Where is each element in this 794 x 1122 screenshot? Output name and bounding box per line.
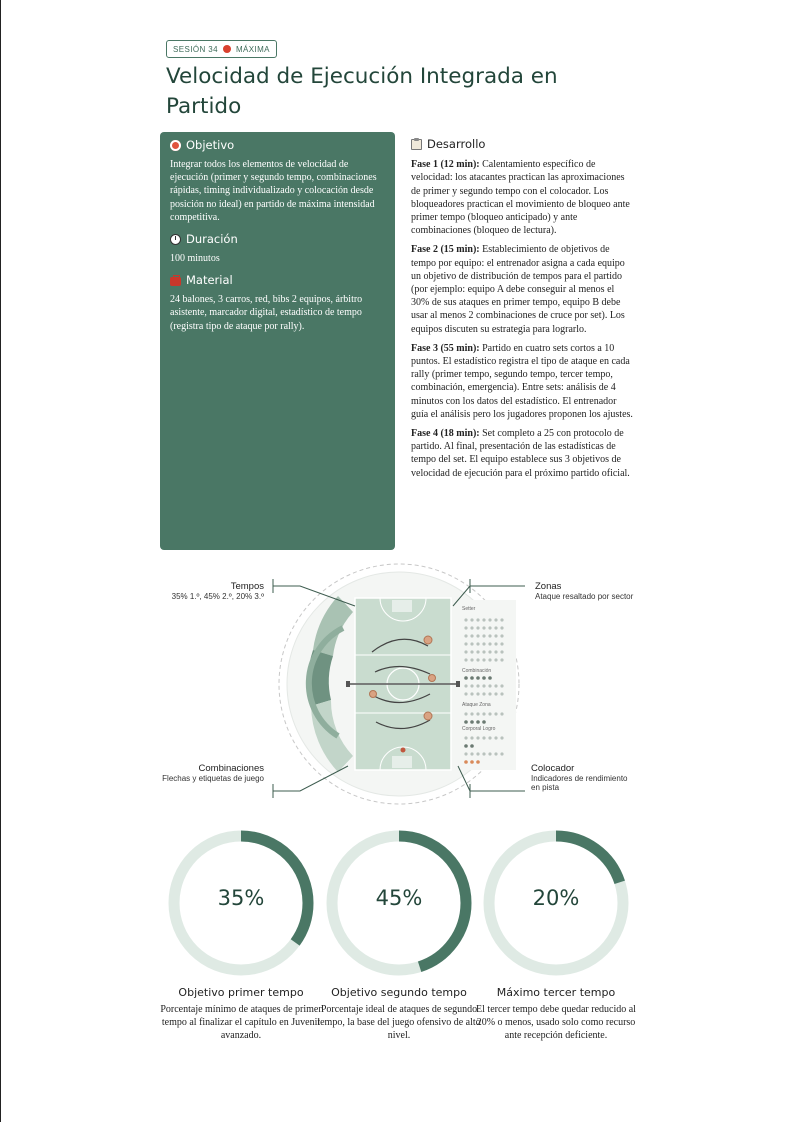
duration-title: Duración — [186, 232, 238, 247]
stat-title: Máximo tercer tempo — [496, 986, 616, 999]
stat-value: 35% — [217, 886, 265, 910]
zonas-subtitle: Ataque resaltado por sector — [535, 592, 634, 601]
phase-2-label: Fase 2 (15 min): — [411, 244, 480, 256]
intensity-dot-icon — [223, 45, 231, 53]
session-label: SESIÓN 34 — [173, 44, 218, 54]
setter-callout — [531, 763, 631, 792]
panel-label-attack-zone: Ataque Zona — [462, 702, 491, 708]
duration-text: 100 minutos — [170, 253, 220, 265]
phase-4-text: Set completo a 25 con protocolo de partido. Al final, presentación de las estadísticas de tempo del set. El equipo establece sus 3 objetivos de velocidad de ejecución para el próximo partido oficial. — [411, 428, 630, 479]
objective-title: Objetivo — [186, 138, 235, 152]
panel-label-combination: Combinación — [462, 668, 492, 674]
combinations-callout — [160, 763, 264, 783]
clipboard-icon — [411, 139, 422, 150]
zonas-title: Zonas — [535, 581, 562, 592]
target-icon — [170, 140, 181, 151]
stat-card — [476, 828, 636, 1041]
zonas-callout — [535, 581, 635, 601]
stat-card — [317, 828, 481, 1041]
stat-title: Objetivo segundo tempo — [331, 986, 467, 999]
phase-3-text: Partido en cuatro sets cortos a 10 puntos. El estadístico registra el tipo de ataque en cada rally (primer tempo, segundo tempo, tercer tempo, combinación, emergencia). Entre sets: análisis de 4 minutos con los datos del estadístico. El entrenador guía el análisis pero los jugadores proponen los ajustes. — [411, 342, 633, 420]
phase-2 — [411, 243, 635, 335]
phase-3 — [411, 342, 635, 421]
stat-value: 45% — [375, 886, 423, 910]
page-title: Velocidad de Ejecución Integrada en Partido — [166, 64, 558, 119]
development-title: Desarrollo — [427, 137, 486, 151]
phase-4-label: Fase 4 (18 min): — [411, 428, 480, 440]
stat-description: Porcentaje ideal de ataques de segundo tempo, la base del juego ofensivo de alto nivel. — [317, 1004, 481, 1041]
toolbox-icon — [170, 277, 181, 286]
court-diagram — [0, 560, 794, 820]
stopwatch-icon — [170, 234, 181, 245]
phase-4 — [411, 427, 635, 480]
material-title: Material — [186, 273, 233, 288]
objective-text: Integrar todos los elementos de velocidad de ejecución (primer y segundo tempo, combinaciones rápidas, timing individualizado y colocación desde posición no ideal) en partido de máxima intensidad competitiva. — [170, 159, 377, 223]
objective-heading — [170, 138, 385, 152]
stat-description: El tercer tempo debe quedar reducido al 20% o menos, usado solo como recurso ante recepción deficiente. — [476, 1004, 636, 1041]
tempos-title: Tempos — [230, 581, 264, 592]
court-illustration — [0, 560, 794, 820]
tempo-stats — [0, 828, 794, 1068]
stat-title: Objetivo primer tempo — [178, 986, 304, 999]
development-heading — [411, 138, 635, 151]
combinations-title: Combinaciones — [198, 763, 264, 774]
material-heading — [170, 273, 385, 287]
stat-description: Porcentaje mínimo de ataques de primer tempo al finalizar el capítulo en Juvenil avanzado. — [160, 1004, 322, 1041]
stats-dot-panel — [460, 600, 516, 770]
setter-title: Colocador — [531, 763, 575, 774]
panel-label-setter: Setter — [462, 606, 476, 612]
phase-2-text: Establecimiento de objetivos de tempo por equipo: el entrenador asigna a cada equipo un objetivo de distribución de tempos para el partido (por ejemplo: equipo A debe conseguir al menos el 30% de sus ataques en primer tempo, equipo B debe usar al menos 2 combinaciones de cruce por set). Los equipos discuten su estrategia para lograrlo. — [411, 244, 625, 335]
intensity-label: MÁXIMA — [235, 44, 270, 54]
tempos-callout — [150, 581, 264, 601]
duration-heading — [170, 232, 385, 246]
combinations-subtitle: Flechas y etiquetas de juego — [162, 774, 264, 783]
setter-subtitle: Indicadores de rendimiento en pista — [531, 774, 628, 792]
development-section — [411, 138, 635, 486]
material-text: 24 balones, 3 carros, red, bibs 2 equipos, árbitro asistente, marcador digital, estadístico de tempo (registra tipo de ataque por rally). — [170, 294, 363, 332]
info-sidebar — [160, 132, 395, 550]
tempos-subtitle: 35% 1.º, 45% 2.º, 20% 3.º — [171, 592, 264, 601]
stat-value: 20% — [532, 886, 580, 910]
phase-1 — [411, 158, 635, 237]
phase-1-text: Calentamiento específico de velocidad: los atacantes practican las aproximaciones de primer y segundo tempo con el colocador. Los bloqueadores practican el movimiento de bloqueo ante primer tempo (bloqueo anticipado) y ante combinaciones (bloqueo de lectura). — [411, 159, 630, 237]
phase-3-label: Fase 3 (55 min): — [411, 342, 480, 354]
panel-label-body: Corporal Logro — [462, 726, 496, 732]
stat-card — [160, 828, 322, 1041]
session-badge — [166, 40, 277, 58]
phase-1-label: Fase 1 (12 min): — [411, 159, 480, 171]
